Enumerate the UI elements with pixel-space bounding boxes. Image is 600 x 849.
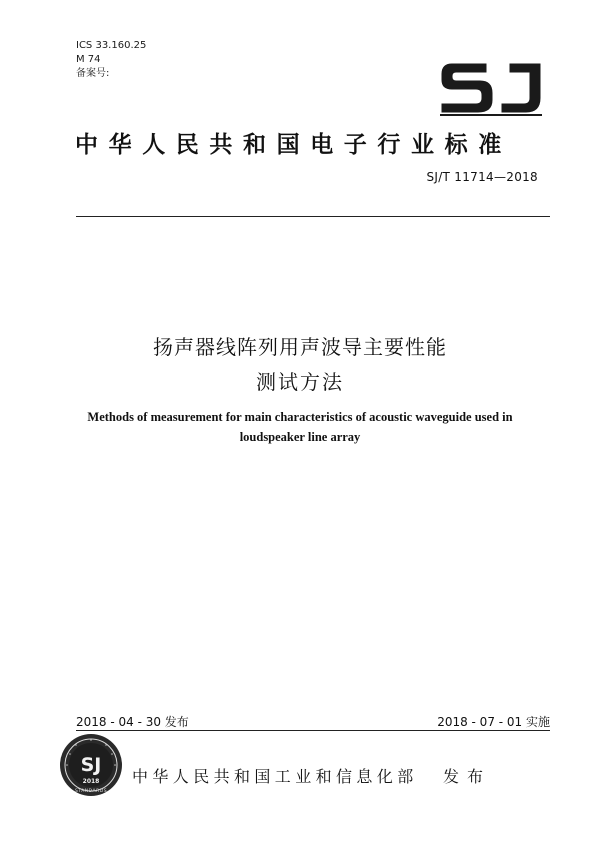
implementation-date: 2018 - 07 - 01 实施	[437, 715, 550, 729]
english-title-line-1: Methods of measurement for main characteristics of acoustic waveguide used in	[87, 410, 513, 424]
issue-label: 发布	[443, 767, 492, 786]
bottom-divider	[76, 730, 550, 731]
english-title-line-2: loudspeaker line array	[239, 430, 361, 444]
sj-seal-icon	[58, 732, 124, 798]
record-number-label: 备案号:	[76, 68, 110, 79]
chinese-title-line-1: 扬声器线阵列用声波导主要性能	[153, 335, 447, 359]
ccs-code: M 74	[76, 54, 101, 65]
chinese-title-line-2: 测试方法	[256, 370, 344, 394]
svg-text:2018: 2018	[82, 778, 100, 785]
standard-type-title: 中华人民共和国电子行业标准	[75, 132, 512, 158]
issue-date: 2018 - 04 - 30 发布	[76, 715, 189, 729]
sj-logo-icon	[436, 56, 546, 118]
standard-number: SJ/T 11714—2018	[426, 170, 538, 184]
ics-code: ICS 33.160.25	[76, 40, 147, 51]
issuing-authority: 中华人民共和国工业和信息化部	[132, 767, 418, 786]
svg-text:STANDARDS: STANDARDS	[74, 789, 108, 794]
svg-text:SJ: SJ	[80, 754, 102, 776]
top-divider	[76, 216, 550, 217]
